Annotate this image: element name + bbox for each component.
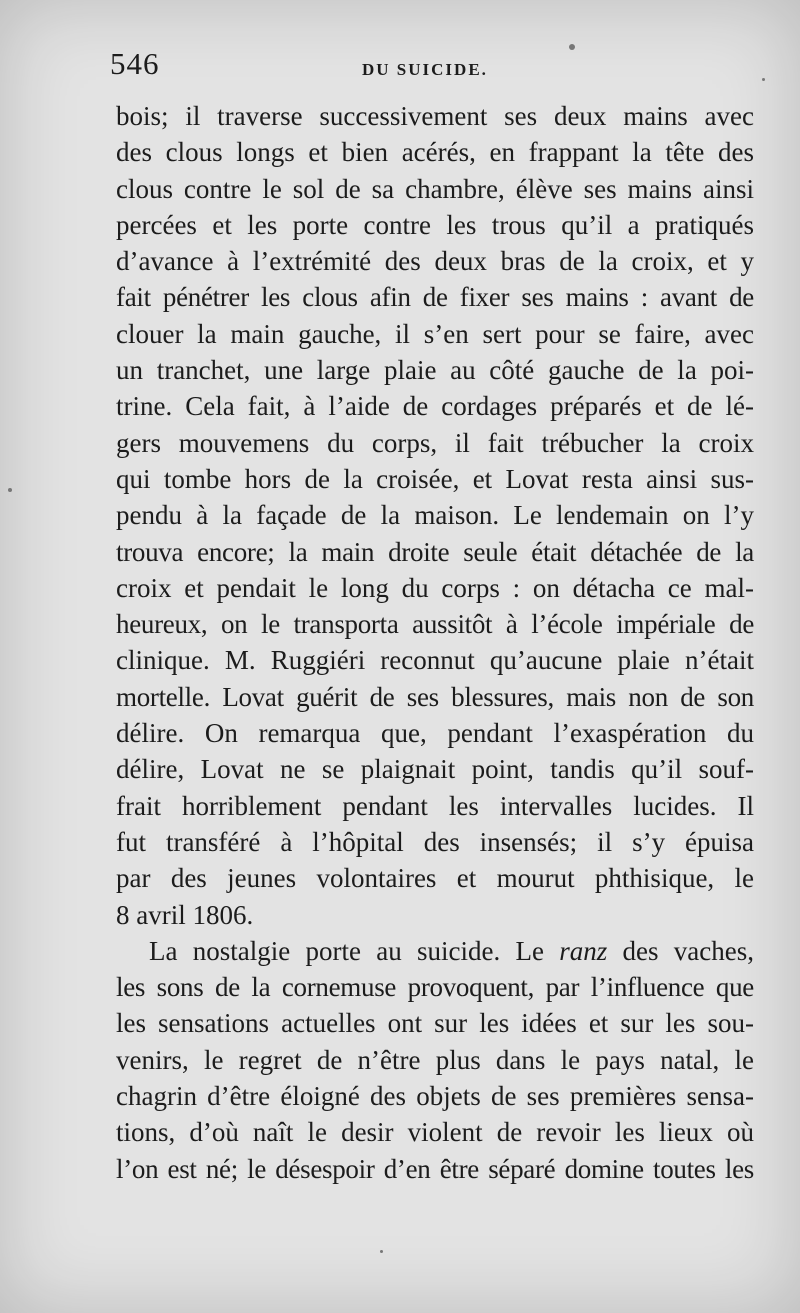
paragraph-first-line: [116, 933, 754, 969]
text-line: fait pénétrer les clous afin de fixer ses mains : avant de: [116, 282, 754, 313]
paper-speck: [762, 78, 765, 81]
text-line: trouva encore; la main droite seule était détachée de la: [116, 536, 754, 567]
text-line: par des jeunes volontaires et mourut phthisique, le: [116, 863, 754, 894]
text-segment: La nostalgie porte au suicide. Le: [149, 935, 560, 966]
text-line: clous contre le sol de sa chambre, élève ses mains ainsi: [116, 173, 754, 204]
text-line: percées et les porte contre les trous qu’il a pratiqués: [116, 209, 754, 240]
text-line: pendu à la façade de la maison. Le lendemain on l’y: [116, 500, 754, 531]
text-line: tions, d’où naît le desir violent de revoir les lieux où: [116, 1117, 754, 1148]
text-line: l’on est né; le désespoir d’en être séparé domine toutes les: [116, 1153, 754, 1184]
text-line: délire, Lovat ne se plaignait point, tandis qu’il souf-: [116, 754, 754, 785]
page-header: [110, 46, 750, 86]
paper-speck: [380, 1250, 383, 1253]
italic-term: ranz: [559, 935, 608, 966]
text-line: heureux, on le transporta aussitôt à l’école impériale de: [116, 609, 754, 640]
text-line: frait horriblement pendant les intervalles lucides. Il: [116, 790, 754, 821]
text-line: fut transféré à l’hôpital des insensés; il s’y épuisa: [116, 826, 754, 857]
paper-speck: [8, 488, 12, 492]
text-line: croix et pendait le long du corps : on détacha ce mal-: [116, 572, 754, 603]
text-line: chagrin d’être éloigné des objets de ses premières sensa-: [116, 1081, 754, 1112]
text-line: qui tombe hors de la croisée, et Lovat resta ainsi sus-: [116, 463, 754, 494]
text-line: délire. On remarqua que, pendant l’exaspération du: [116, 718, 754, 749]
text-line: gers mouvemens du corps, il fait trébucher la croix: [116, 427, 754, 458]
running-head: DU SUICIDE.: [362, 60, 488, 79]
text-line: mortelle. Lovat guérit de ses blessures, mais non de son: [116, 681, 754, 712]
text-line: bois; il traverse successivement ses deux mains avec: [116, 101, 754, 131]
text-line: les sensations actuelles ont sur les idées et sur les sou-: [116, 1008, 754, 1039]
text-line: un tranchet, une large plaie au côté gauche de la poi-: [116, 355, 754, 386]
text-line: d’avance à l’extrémité des deux bras de la croix, et y: [116, 246, 754, 277]
text-line: venirs, le regret de n’être plus dans le pays natal, le: [116, 1044, 754, 1075]
body-text: [116, 98, 754, 1187]
text-line: des clous longs et bien acérés, en frappant la tête des: [116, 137, 754, 168]
page-number: 546: [110, 46, 160, 81]
text-line: 8 avril 1806.: [116, 899, 254, 930]
text-line: les sons de la cornemuse provoquent, par l’influence que: [116, 972, 754, 1003]
text-line: trine. Cela fait, à l’aide de cordages préparés et de lé-: [116, 391, 754, 422]
text-line: clouer la main gauche, il s’en sert pour se faire, avec: [116, 318, 754, 349]
text-line: clinique. M. Ruggiéri reconnut qu’aucune plaie n’était: [116, 645, 754, 676]
paper-speck: [569, 44, 575, 50]
text-segment: des vaches,: [607, 935, 755, 966]
